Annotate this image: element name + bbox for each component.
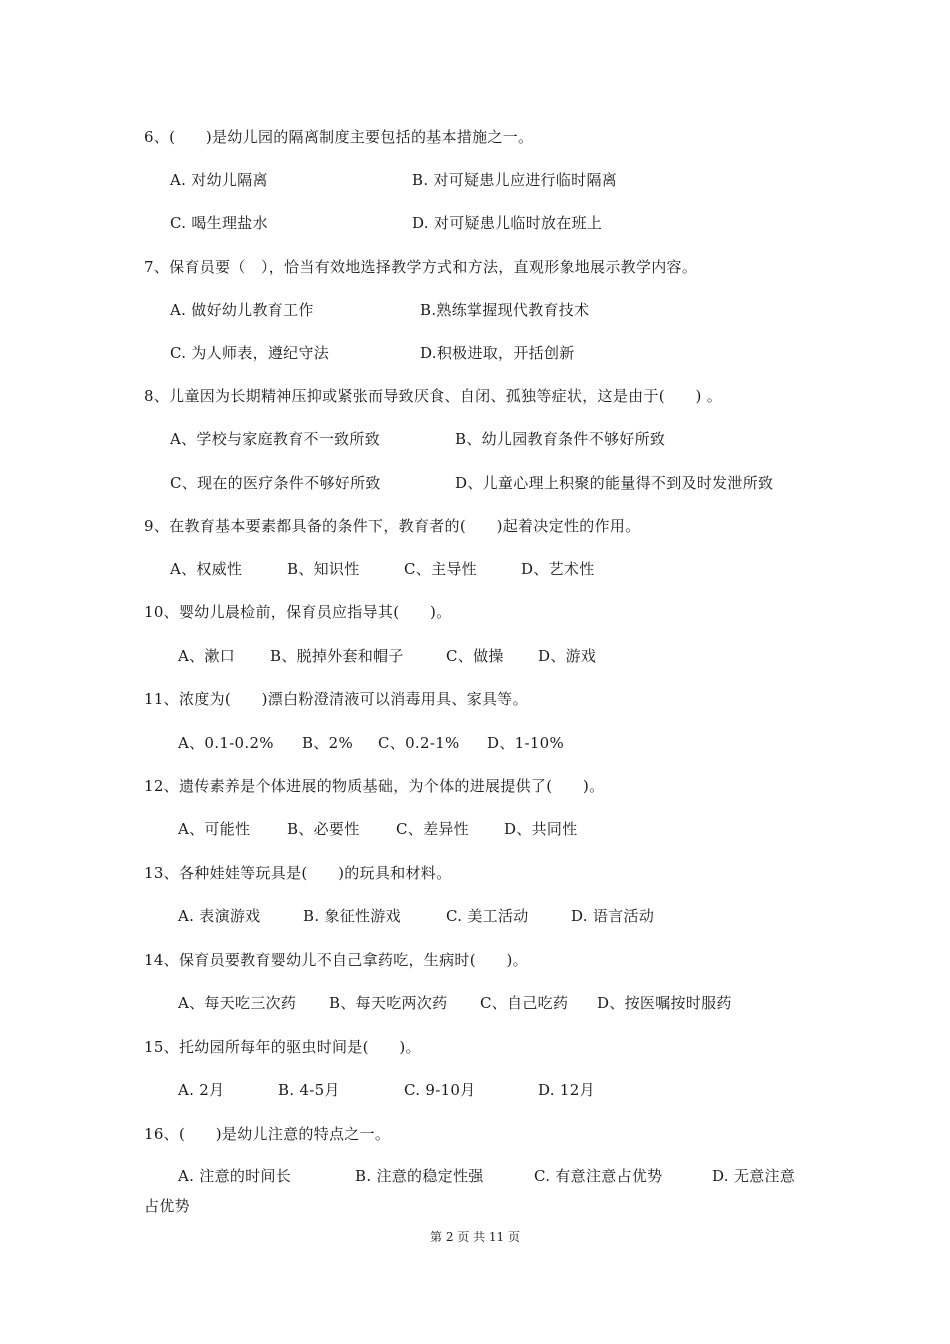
option-15a: A. 2月 [178, 1081, 225, 1099]
option-6b: B. 对可疑患儿应进行临时隔离 [412, 171, 618, 189]
option-6a: A. 对幼儿隔离 [170, 171, 268, 189]
option-14d: D、按医嘱按时服药 [597, 994, 732, 1012]
option-12b: B、必要性 [287, 820, 360, 838]
option-16d-continuation: 占优势 [144, 1197, 190, 1215]
question-13: 13、各种娃娃等玩具是( )的玩具和材料。 [144, 864, 452, 882]
question-14: 14、保育员要教育婴幼儿不自己拿药吃，生病时( )。 [144, 951, 528, 969]
question-10: 10、婴幼儿晨检前，保育员应指导其( )。 [144, 603, 452, 621]
option-9c: C、主导性 [404, 560, 477, 578]
question-12: 12、遗传素养是个体进展的物质基础，为个体的进展提供了( )。 [144, 777, 605, 795]
question-9: 9、在教育基本要素都具备的条件下，教育者的( )起着决定性的作用。 [144, 517, 641, 535]
option-8a: A、学校与家庭教育不一致所致 [170, 430, 381, 448]
option-14b: B、每天吃两次药 [329, 994, 448, 1012]
option-7b: B.熟练掌握现代教育技术 [420, 301, 590, 319]
option-15d: D. 12月 [538, 1081, 595, 1099]
option-10b: B、脱掉外套和帽子 [270, 647, 404, 665]
option-10c: C、做操 [446, 647, 504, 665]
option-16b: B. 注意的稳定性强 [355, 1167, 484, 1185]
option-8b: B、幼儿园教育条件不够好所致 [455, 430, 666, 448]
option-10a: A、漱口 [178, 647, 236, 665]
option-13d: D. 语言活动 [571, 907, 655, 925]
question-15: 15、托幼园所每年的驱虫时间是( )。 [144, 1038, 421, 1056]
option-9b: B、知识性 [287, 560, 360, 578]
option-15c: C. 9-10月 [404, 1081, 476, 1099]
option-6d: D. 对可疑患儿临时放在班上 [412, 214, 603, 232]
option-14a: A、每天吃三次药 [178, 994, 297, 1012]
option-16c: C. 有意注意占优势 [534, 1167, 663, 1185]
question-7: 7、保育员要（ ），恰当有效地选择教学方式和方法，直观形象地展示教学内容。 [144, 258, 698, 276]
option-8d: D、儿童心理上积聚的能量得不到及时发泄所致 [455, 474, 774, 492]
option-6c: C. 喝生理盐水 [170, 214, 268, 232]
page-number: 第 2 页 共 11 页 [430, 1230, 520, 1244]
option-8c: C、现在的医疗条件不够好所致 [170, 474, 381, 492]
option-13a: A. 表演游戏 [178, 907, 261, 925]
question-8: 8、儿童因为长期精神压抑或紧张而导致厌食、自闭、孤独等症状，这是由于( ) 。 [144, 387, 723, 405]
option-11d: D、1-10% [487, 734, 565, 752]
option-13c: C. 美工活动 [446, 907, 529, 925]
option-11b: B、2% [302, 734, 354, 752]
option-12d: D、共同性 [504, 820, 578, 838]
option-10d: D、游戏 [538, 647, 597, 665]
question-16: 16、( )是幼儿注意的特点之一。 [144, 1125, 391, 1143]
question-6: 6、( )是幼儿园的隔离制度主要包括的基本措施之一。 [144, 128, 534, 146]
option-7c: C. 为人师表，遵纪守法 [170, 344, 330, 362]
option-16d: D. 无意注意 [712, 1167, 796, 1185]
option-12a: A、可能性 [178, 820, 251, 838]
option-14c: C、自己吃药 [480, 994, 569, 1012]
option-11c: C、0.2-1% [378, 734, 460, 752]
option-16a: A. 注意的时间长 [178, 1167, 292, 1185]
option-7d: D.积极进取，开括创新 [420, 344, 575, 362]
option-13b: B. 象征性游戏 [303, 907, 401, 925]
option-9a: A、权威性 [170, 560, 243, 578]
option-9d: D、艺术性 [521, 560, 595, 578]
option-7a: A. 做好幼儿教育工作 [170, 301, 314, 319]
option-12c: C、差异性 [396, 820, 469, 838]
question-11: 11、浓度为( )漂白粉澄清液可以消毒用具、家具等。 [144, 690, 528, 708]
option-15b: B. 4-5月 [278, 1081, 340, 1099]
option-11a: A、0.1-0.2% [178, 734, 274, 752]
